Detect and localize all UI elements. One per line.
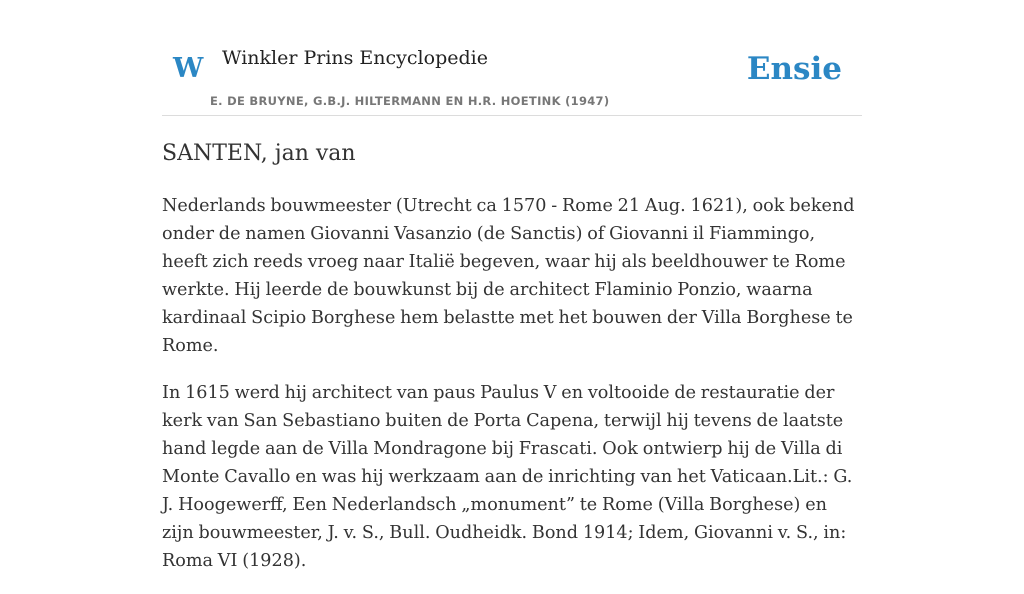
encyclopedia-header xyxy=(162,30,862,116)
encyclopedia-title[interactable]: Winkler Prins Encyclopedie xyxy=(222,47,488,69)
winkler-prins-logo-icon[interactable]: W xyxy=(173,53,204,84)
article-title: SANTEN, jan van xyxy=(162,141,356,166)
article xyxy=(162,138,862,594)
article-paragraph-2: In 1615 werd hij architect van paus Paulus V en voltooide de restauratie der kerk van San Sebastiano buiten de Porta Capena, terwijl hij tevens de laatste hand legde aan de Villa Mondragone bij Frascati. Ook ontwierp hij de Villa di Monte Cavallo en was hij werkzaam aan de inrichting van het Vaticaan.Lit.: G. J. Hoogewerff, Een Nederlandsch „monument” te Rome (Villa Borghese) en zijn bouwmeester, J. v. S., Bull. Oudheidk. Bond 1914; Idem, Giovanni v. S., in: Roma VI (1928). xyxy=(162,383,853,571)
encyclopedia-authors: E. DE BRUYNE, G.B.J. HILTERMANN EN H.R. HOETINK (1947) xyxy=(210,94,610,108)
ensie-logo-link[interactable]: Ensie xyxy=(746,51,842,87)
article-paragraph-1: Nederlands bouwmeester (Utrecht ca 1570 - Rome 21 Aug. 1621), ook bekend onder de namen Giovanni Vasanzio (de Sanctis) of Giovanni il Fiammingo, heeft zich reeds vroeg naar Italië begeven, waar hij als beeldhouwer te Rome werkte. Hij leerde de bouwkunst bij de architect Flaminio Ponzio, waarna kardinaal Scipio Borghese hem belastte met het bouwen der Villa Borghese te Rome. xyxy=(162,196,855,356)
